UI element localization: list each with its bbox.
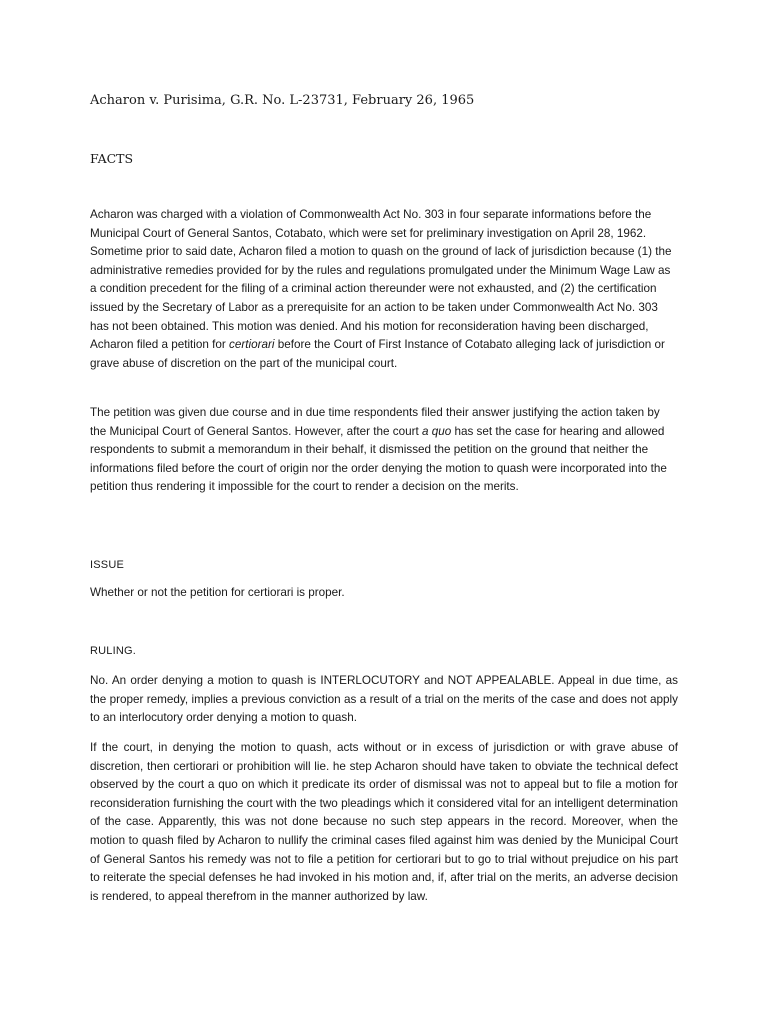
ruling-paragraph-1: No. An order denying a motion to quash is INTERLOCUTORY and NOT APPEALABLE. Appeal in due time, as the proper remedy, implies a previous conviction as a result of a trial on the merits of the case and does not apply to an interlocutory order denying a motion to quash. [90, 674, 678, 725]
ruling-paragraph-2: If the court, in denying the motion to quash, acts without or in excess of jurisdiction or with grave abuse of discretion, then certiorari or prohibition will lie. he step Acharon should have taken to obviate the technical defect observed by the court a quo on which it predicate its order of dismissal was not to appeal but to file a motion for reconsideration furnishing the court with the two pleadings which it considered vital for an intelligent determination of the case. Apparently, this was not done because no such step appears in the record. Moreover, when the motion to quash filed by Acharon to nullify the criminal cases filed against him was denied by the Municipal Court of General Santos his remedy was not to file a petition for certiorari but to go to trial without prejudice on his part to reiterate the special defenses he had invoked in his motion and, if, after trial on the merits, an adverse decision is rendered, to appeal therefrom in the manner authorized by law. [90, 741, 678, 903]
issue-heading: ISSUE [90, 559, 125, 571]
facts-paragraph-2 [90, 404, 678, 497]
facts-p2-text-a: The petition was given due course and in due time respondents filed their answer justifying the action taken by the Municipal Court of General Santos. However, after the court [90, 406, 660, 438]
facts-p1-text-a: Acharon was charged with a violation of Commonwealth Act No. 303 in four separate informations before the Municipal Court of General Santos, Cotabato, which were set for preliminary investigation on April 28, 1962. Sometime prior to said date, Acharon filed a motion to quash on the ground of lack of jurisdiction because (1) the administrative remedies provided for by the rules and regulations promulgated under the Minimum Wage Law as a condition precedent for the filing of a criminal action thereunder were not exhausted, and (2) the certification issued by the Secretary of Labor as a prerequisite for an action to be taken under Commonwealth Act No. 303 has not been obtained. This motion was denied. And his motion for reconsideration having been discharged, Acharon filed a petition for [90, 208, 672, 352]
ruling-heading: RULING. [90, 645, 137, 657]
case-title: Acharon v. Purisima, G.R. No. L-23731, February 26, 1965 [90, 93, 475, 108]
facts-paragraph-1 [90, 206, 678, 373]
facts-p2-text-b: has set the case for hearing and allowed respondents to submit a memorandum in their behalf, it dismissed the petition on the ground that neither the informations filed before the court of origin nor the order denying the motion to quash were incorporated into the petition thus rendering it impossible for the court to render a decision on the merits. [90, 424, 667, 494]
facts-heading: FACTS [90, 151, 134, 166]
facts-p2-italic: a quo [421, 424, 452, 438]
facts-p1-text-b: before the Court of First Instance of Cotabato alleging lack of jurisdiction or grave abuse of discretion on the part of the municipal court. [90, 338, 665, 370]
facts-p1-italic: certiorari [229, 338, 275, 352]
issue-text: Whether or not the petition for certiorari is proper. [90, 586, 345, 599]
